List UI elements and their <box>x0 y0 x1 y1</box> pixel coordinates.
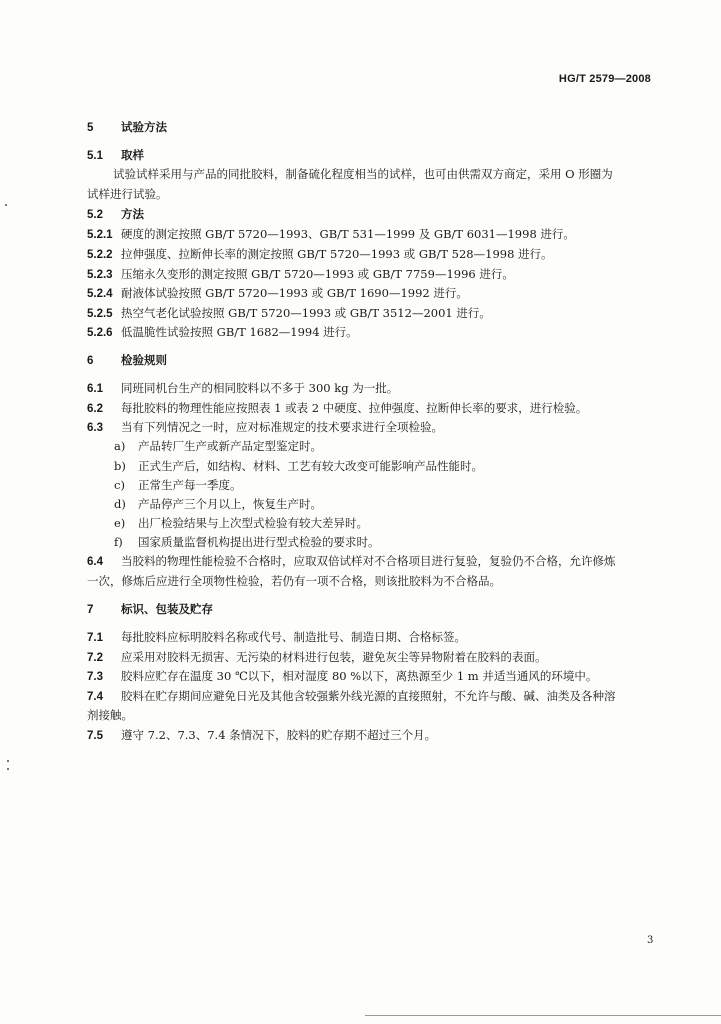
section-number: 7 <box>87 604 94 616</box>
clause-number: 5.2 <box>87 209 103 221</box>
section-5-heading <box>87 119 662 136</box>
clause-7-4-line-1 <box>87 688 662 705</box>
clause-number: 6.1 <box>87 383 103 395</box>
clause-7-2 <box>87 649 662 666</box>
clause-text: 压缩永久变形的测定按照 GB/T 5720—1993 或 GB/T 7759—1996 进行。 <box>121 267 514 281</box>
clause-text: 当有下列情况之一时，应对标准规定的技术要求进行全项检验。 <box>121 420 443 434</box>
clause-6-2 <box>87 400 662 417</box>
clause-number: 5.2.2 <box>87 249 113 261</box>
section-title: 试验方法 <box>121 120 167 134</box>
list-text: 出厂检验结果与上次型式检验有较大差异时。 <box>138 516 368 530</box>
page-number: 3 <box>647 935 654 946</box>
clause-6-3 <box>87 419 662 436</box>
clause-text: 热空气老化试验按照 GB/T 5720—1993 或 GB/T 3512—2001 进行。 <box>121 306 491 320</box>
clause-number: 5.2.1 <box>87 229 113 241</box>
section-title: 标识、包装及贮存 <box>121 602 213 616</box>
clause-7-1 <box>87 629 662 646</box>
list-marker: b) <box>114 459 126 473</box>
clause-number: 5.2.4 <box>87 288 113 300</box>
clause-title: 方法 <box>121 207 144 221</box>
clause-text: 胶料应贮存在温度 30 ℃以下，相对湿度 80 %以下，离热源至少 1 m 并适当通风的环境中。 <box>121 669 598 683</box>
clause-text: 胶料在贮存期间应避免日光及其他含较强紫外线光源的直接照射，不允许与酸、碱、油类及各种溶 <box>121 689 616 703</box>
list-marker: f) <box>114 535 123 549</box>
clause-7-5 <box>87 727 662 744</box>
clause-number: 5.2.5 <box>87 308 113 320</box>
section-number: 6 <box>87 355 94 367</box>
clause-6-4-line-2: 一次，修炼后应进行全项物性检验，若仍有一项不合格，则该批胶料为不合格品。 <box>87 574 501 588</box>
clause-6-1 <box>87 380 662 397</box>
clause-text: 遵守 7.2、7.3、7.4 条情况下，胶料的贮存期不超过三个月。 <box>121 728 437 742</box>
clause-number: 7.3 <box>87 671 103 683</box>
section-number: 5 <box>87 122 94 134</box>
list-item <box>114 477 689 493</box>
clause-text: 低温脆性试验按照 GB/T 1682—1994 进行。 <box>121 325 358 339</box>
clause-title: 取样 <box>121 148 144 162</box>
list-item <box>114 438 689 454</box>
clause-7-4-line-2: 剂接触。 <box>87 708 133 722</box>
clause-5-2-1 <box>87 226 662 243</box>
clause-number: 5.2.6 <box>87 327 113 339</box>
list-marker: d) <box>114 497 126 511</box>
clause-5-1-text-line-2: 试样进行试验。 <box>87 187 168 201</box>
clause-5-1-heading <box>87 147 662 164</box>
list-item <box>114 496 689 512</box>
clause-5-2-4 <box>87 285 662 302</box>
list-item <box>114 458 689 474</box>
clause-text: 硬度的测定按照 GB/T 5720—1993、GB/T 531—1999 及 GB/T 6031—1998 进行。 <box>121 227 575 241</box>
clause-number: 5.1 <box>87 150 103 162</box>
clause-number: 6.3 <box>87 422 103 434</box>
list-marker: c) <box>114 478 125 492</box>
clause-5-2-3 <box>87 266 662 283</box>
clause-5-2-2 <box>87 246 662 263</box>
list-text: 产品停产三个月以上，恢复生产时。 <box>138 497 322 511</box>
section-7-heading <box>87 601 662 618</box>
clause-number: 6.2 <box>87 403 103 415</box>
list-item <box>114 515 689 531</box>
list-text: 正式生产后，如结构、材料、工艺有较大改变可能影响产品性能时。 <box>138 459 483 473</box>
list-text: 产品转厂生产或新产品定型鉴定时。 <box>138 439 322 453</box>
clause-7-3 <box>87 668 662 685</box>
clause-number: 7.1 <box>87 632 103 644</box>
clause-text: 每批胶料的物理性能应按照表 1 或表 2 中硬度、拉伸强度、拉断伸长率的要求，进行检验。 <box>121 401 588 415</box>
clause-text: 每批胶料应标明胶料名称或代号、制造批号、制造日期、合格标签。 <box>121 630 466 644</box>
scan-speck <box>7 760 9 762</box>
list-text: 正常生产每一季度。 <box>138 478 242 492</box>
clause-6-4-line-1 <box>87 553 662 570</box>
clause-text: 当胶料的物理性能检验不合格时，应取双倍试样对不合格项目进行复验，复验仍不合格，允许修炼 <box>121 554 616 568</box>
clause-number: 7.4 <box>87 691 103 703</box>
clause-text: 同班同机台生产的相同胶料以不多于 300 kg 为一批。 <box>121 381 399 395</box>
clause-text: 耐液体试验按照 GB/T 5720—1993 或 GB/T 1690—1992 进行。 <box>121 286 468 300</box>
clause-text: 拉伸强度、拉断伸长率的测定按照 GB/T 5720—1993 或 GB/T 528—1998 进行。 <box>121 247 553 261</box>
bottom-rule <box>365 1015 721 1016</box>
scan-speck <box>5 204 7 206</box>
scan-speck <box>7 768 9 770</box>
clause-number: 6.4 <box>87 556 103 568</box>
clause-5-1-text-line-1: 试验试样采用与产品的同批胶料，制备硫化程度相当的试样，也可由供需双方商定，采用 O 形圈为 <box>113 167 613 181</box>
section-title: 检验规则 <box>121 353 167 367</box>
clause-number: 7.2 <box>87 652 103 664</box>
list-marker: e) <box>114 516 126 530</box>
clause-text: 应采用对胶料无损害、无污染的材料进行包装，避免灰尘等异物附着在胶料的表面。 <box>121 650 547 664</box>
section-6-heading <box>87 352 662 369</box>
list-marker: a) <box>114 439 126 453</box>
clause-5-2-5 <box>87 305 662 322</box>
clause-number: 7.5 <box>87 730 103 742</box>
standard-code: HG/T 2579—2008 <box>558 73 651 85</box>
list-text: 国家质量监督机构提出进行型式检验的要求时。 <box>138 535 380 549</box>
clause-number: 5.2.3 <box>87 269 113 281</box>
clause-5-2-6 <box>87 324 662 341</box>
clause-5-2-heading <box>87 206 662 223</box>
list-item <box>114 534 689 550</box>
